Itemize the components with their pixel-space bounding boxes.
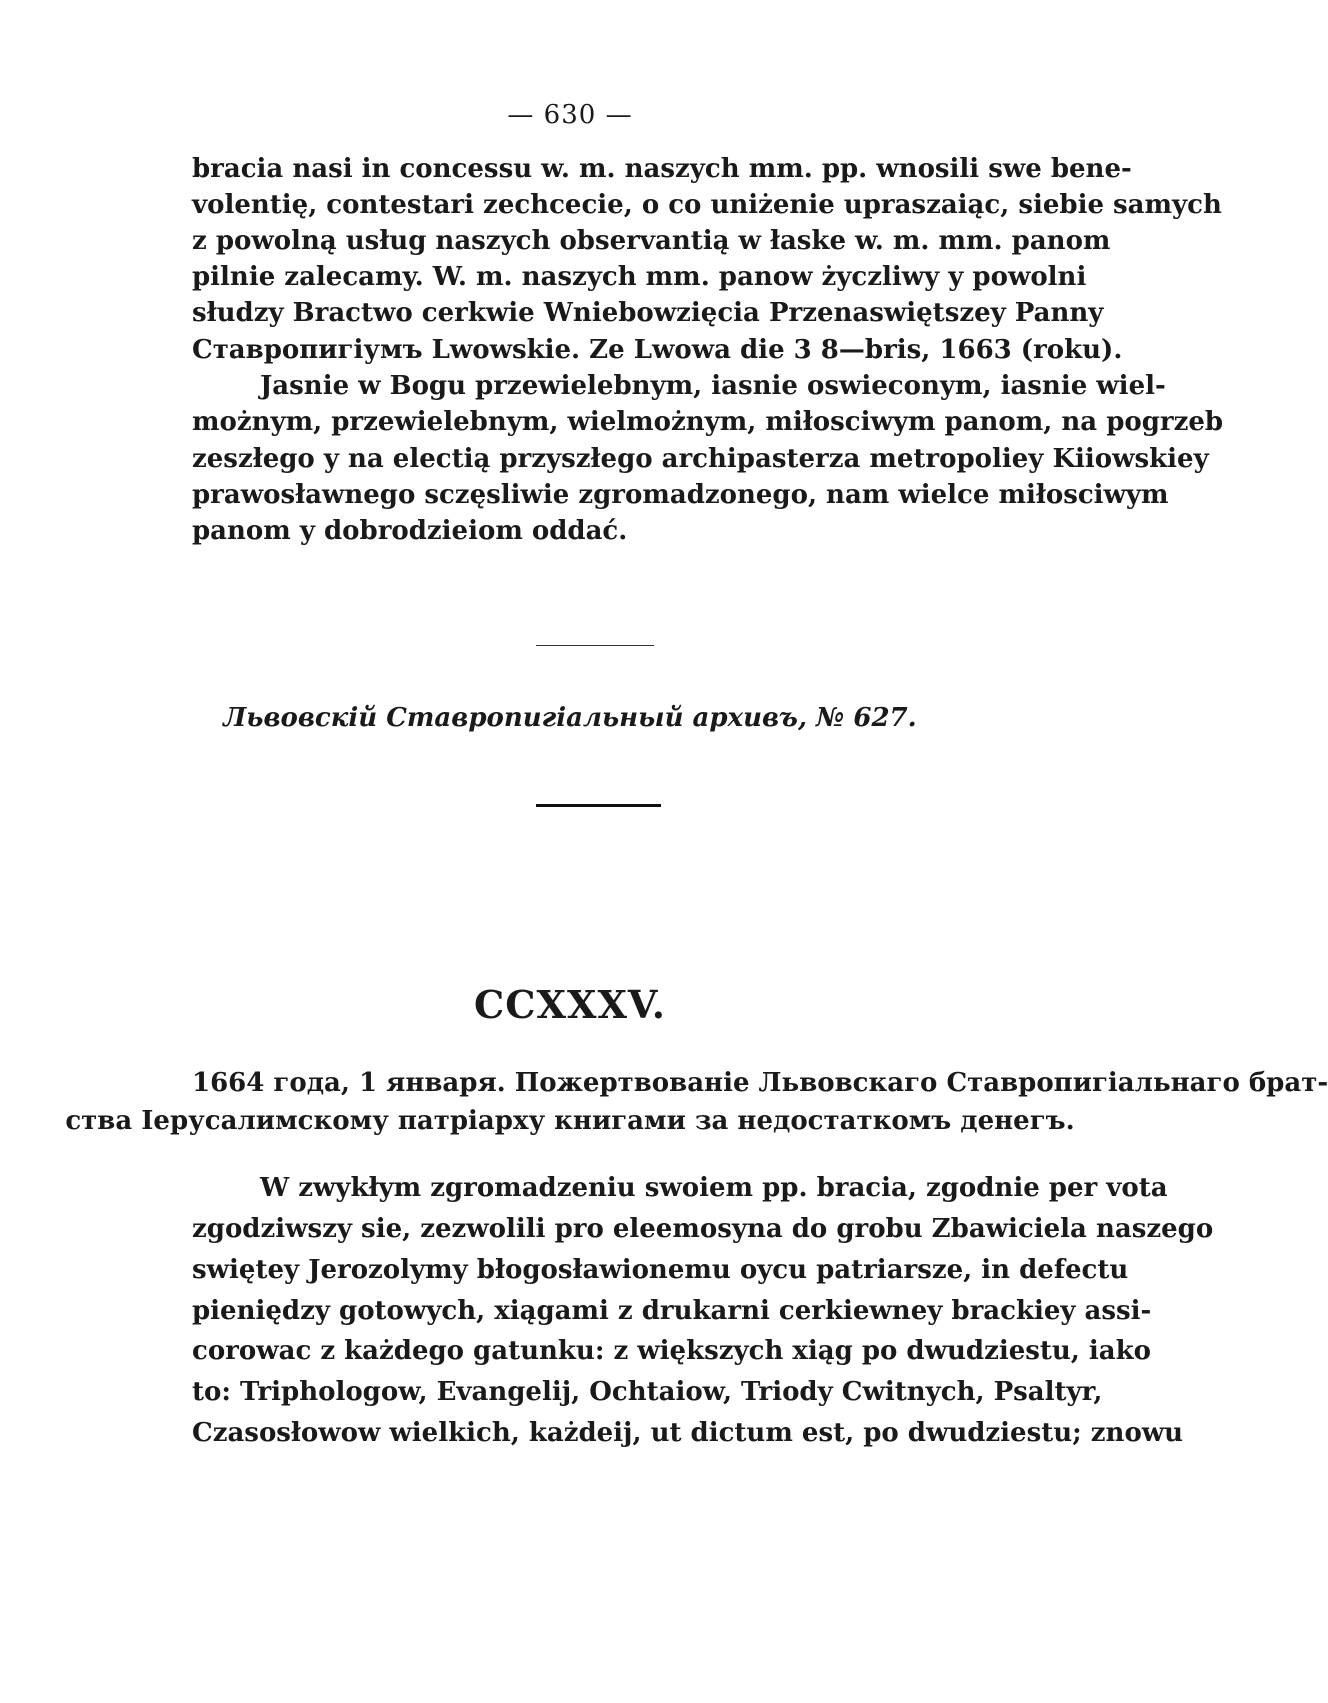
text-line: volentię, contestari zechcecie, o co uniżenie upraszaiąc, siebie samych xyxy=(192,190,1222,220)
text-line: swiętey Jerozolymy błogosławionemu oycu patriarsze, in defectu xyxy=(192,1255,1129,1285)
heading-line: ства Іерусалимскому патріарху книгами за недостаткомъ денегъ. xyxy=(65,1106,1075,1136)
text-line: pieniędzy gotowych, xiągami z drukarni cerkiewney brackiey assi- xyxy=(192,1296,1152,1326)
text-line: Czasosłowow wielkich, każdeij, ut dictum est, po dwudziestu; znowu xyxy=(192,1418,1184,1448)
archive-source-caption: Львовскій Ставропигіальный архивъ, № 627. xyxy=(223,703,917,733)
page-number: — 630 — xyxy=(507,100,633,130)
document-number: CCXXXV. xyxy=(473,982,666,1027)
text-line: Ставропигіумъ Lwowskie. Ze Lwowa die 3 8—bris, 1663 (roku). xyxy=(192,335,1123,365)
section-divider-thick xyxy=(536,804,661,807)
text-line: to: Triphologow, Evangelij, Ochtaiow, Triody Cwitnych, Psaltyr, xyxy=(192,1377,1103,1407)
text-line: zeszłego y na electią przyszłego archipasterza metropoliey Kiiowskiey xyxy=(192,444,1209,474)
heading-line: 1664 года, 1 января. Пожертвованіе Львовскаго Ставропигіальнаго брат- xyxy=(192,1068,1328,1098)
text-line: zgodziwszy sie, zezwolili pro eleemosyna do grobu Zbawiciela naszego xyxy=(192,1214,1214,1244)
text-line: W zwykłym zgromadzeniu swoiem pp. bracia, zgodnie per vota xyxy=(260,1173,1168,1203)
text-line: prawosławnego sczęsliwie zgromadzonego, nam wielce miłosciwym xyxy=(192,480,1169,510)
section-divider xyxy=(536,645,654,646)
text-line: możnym, przewielebnym, wielmożnym, miłosciwym panom, na pogrzeb xyxy=(192,407,1224,437)
text-line: panom y dobrodzieiom oddać. xyxy=(192,516,628,546)
text-line: corowac z każdego gatunku: z większych xiąg po dwudziestu, iako xyxy=(192,1336,1151,1366)
text-line: pilnie zalecamy. W. m. naszych mm. panow życzliwy y powolni xyxy=(192,262,1087,292)
text-line: z powolną usług naszych observantią w łaske w. m. mm. panom xyxy=(192,226,1111,256)
text-line: słudzy Bractwo cerkwie Wniebowzięcia Przenaswiętszey Panny xyxy=(192,298,1104,328)
text-line: bracia nasi in concessu w. m. naszych mm. pp. wnosili swe bene- xyxy=(192,154,1132,184)
text-line: Jasnie w Bogu przewielebnym, iasnie oswieconym, iasnie wiel- xyxy=(260,371,1166,401)
